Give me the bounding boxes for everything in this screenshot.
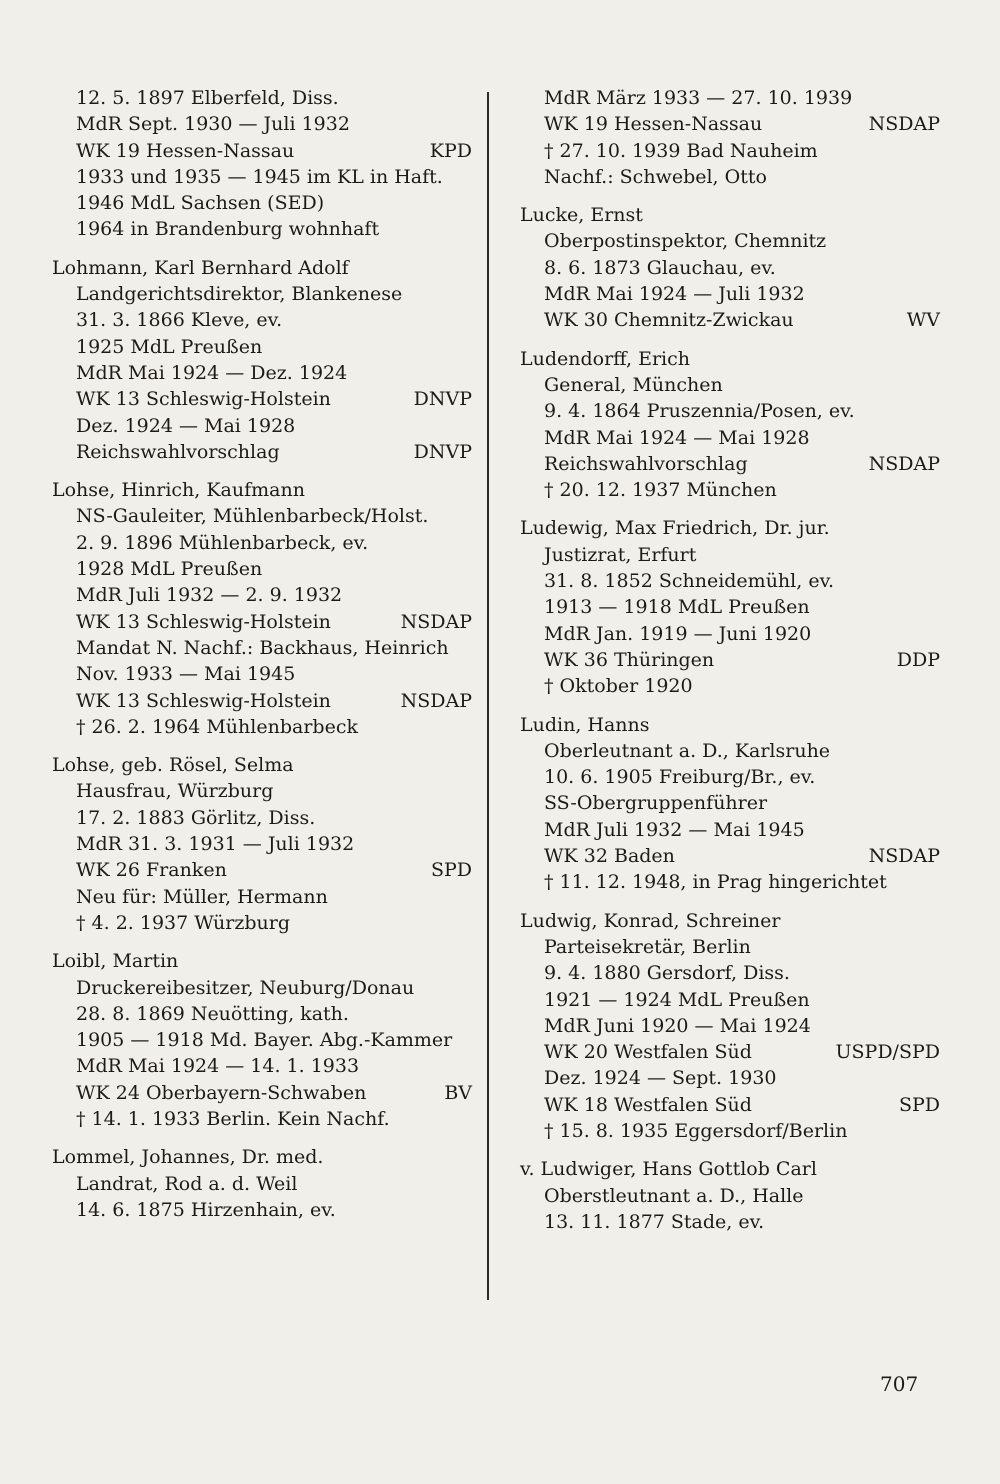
entry-name: Lommel, Johannes, Dr. med. (52, 1146, 324, 1169)
entry-line (520, 738, 940, 764)
party-label: NSDAP (868, 845, 940, 868)
entry-line (52, 190, 472, 216)
entry-line-text: WK 13 Schleswig-Holstein (76, 610, 331, 633)
entry-line-text: 14. 6. 1875 Hirzenhain, ev. (76, 1198, 336, 1221)
entry-line-text: Oberleutnant a. D., Karlsruhe (544, 739, 831, 762)
entry-line (52, 831, 472, 857)
entry-line (520, 111, 940, 137)
entry-line-text: MdR März 1933 — 27. 10. 1939 (544, 87, 853, 109)
entry-line-text: 9. 4. 1864 Pruszennia/Posen, ev. (544, 400, 855, 423)
entry-line (520, 1118, 940, 1144)
biography-entry (52, 948, 472, 1132)
entry-line-text: 1905 — 1918 Md. Bayer. Abg.-Kammer (76, 1029, 453, 1052)
entry-line (52, 661, 472, 687)
entry-name: Lohse, geb. Rösel, Selma (52, 754, 294, 777)
entry-line-text: 1964 in Brandenburg wohnhaft (76, 218, 380, 241)
entry-name: Ludin, Hanns (520, 713, 650, 736)
entry-name: Ludewig, Max Friedrich, Dr. jur. (520, 517, 830, 540)
entry-line (520, 764, 940, 790)
party-label: USPD/SPD (835, 1041, 940, 1064)
biography-entry (520, 202, 940, 333)
biography-entry (520, 346, 940, 504)
entry-line (52, 556, 472, 582)
entry-name: Loibl, Martin (52, 950, 179, 973)
entry-line (52, 216, 472, 242)
entry-line (520, 542, 940, 568)
entry-line (52, 582, 472, 608)
entry-line-text: MdR Jan. 1919 — Juni 1920 (544, 622, 812, 645)
entry-line (520, 138, 940, 164)
entry-line-text: Druckereibesitzer, Neuburg/Donau (76, 976, 415, 999)
entry-line-text: 1925 MdL Preußen (76, 335, 263, 358)
entry-line (52, 386, 472, 412)
entry-line (520, 1065, 940, 1091)
entry-name: Lohmann, Karl Bernhard Adolf (52, 256, 349, 279)
party-label: NSDAP (868, 113, 940, 136)
party-label: WV (906, 309, 940, 332)
entry-line (52, 164, 472, 190)
entry-line-text: WK 32 Baden (544, 845, 675, 868)
entry-line (520, 1039, 940, 1065)
entry-line-text: Reichswahlvorschlag (544, 452, 748, 475)
entry-line (52, 1080, 472, 1106)
entry-line-text: General, München (544, 373, 723, 396)
entry-line-text: WK 30 Chemnitz-Zwickau (544, 309, 794, 332)
entry-line-text: MdR Juni 1920 — Mai 1924 (544, 1014, 811, 1037)
entry-line-text: Justizrat, Erfurt (544, 543, 697, 566)
entry-line (520, 673, 940, 699)
entry-line-text: MdR 31. 3. 1931 — Juli 1932 (76, 833, 355, 856)
entry-line (52, 1171, 472, 1197)
entry-line (52, 688, 472, 714)
entry-line-text: Parteisekretär, Berlin (544, 935, 751, 958)
entry-line-text: 31. 3. 1866 Kleve, ev. (76, 309, 283, 332)
entry-line (52, 307, 472, 333)
entry-line-text: 10. 6. 1905 Freiburg/Br., ev. (544, 766, 816, 789)
entry-line-text: MdR Juli 1932 — 2. 9. 1932 (76, 584, 343, 607)
party-label: NSDAP (868, 452, 940, 475)
entry-line (520, 647, 940, 673)
entry-line-text: WK 26 Franken (76, 859, 227, 882)
entry-line-text: WK 19 Hessen-Nassau (544, 113, 763, 136)
entry-line (520, 960, 940, 986)
entry-line-text: Dez. 1924 — Sept. 1930 (544, 1067, 777, 1090)
biography-entry (520, 515, 940, 699)
entry-line (52, 413, 472, 439)
entry-line (52, 1053, 472, 1079)
entry-line (520, 843, 940, 869)
entry-line-text: MdR Sept. 1930 — Juli 1932 (76, 113, 350, 136)
entry-line (52, 138, 472, 164)
column-divider (487, 92, 489, 1300)
entry-line (520, 307, 940, 333)
entry-line-text: Mandat N. Nachf.: Backhaus, Heinrich (76, 636, 449, 659)
entry-line-text: Reichswahlvorschlag (76, 440, 280, 463)
entry-line-text: 13. 11. 1877 Stade, ev. (544, 1210, 765, 1233)
entry-line-text: 1928 MdL Preußen (76, 558, 263, 581)
biography-entry (52, 255, 472, 465)
page-number: 707 (880, 1372, 919, 1396)
entry-line (520, 987, 940, 1013)
entry-line-text: 1921 — 1924 MdL Preußen (544, 988, 810, 1011)
entry-line (520, 869, 940, 895)
entry-line-text: MdR Mai 1924 — Dez. 1924 (76, 361, 348, 384)
entry-line-text: Hausfrau, Würzburg (76, 780, 274, 803)
entry-line (52, 1027, 472, 1053)
entry-name: Lucke, Ernst (520, 204, 643, 227)
entry-line (520, 934, 940, 960)
entry-line-text: WK 18 Westfalen Süd (544, 1093, 752, 1116)
entry-line (520, 594, 940, 620)
entry-line (52, 975, 472, 1001)
entry-line (52, 1001, 472, 1027)
party-label: BV (444, 1081, 472, 1104)
biography-entry (52, 477, 472, 740)
entry-line (520, 621, 940, 647)
entry-line-text: MdR Mai 1924 — Mai 1928 (544, 426, 810, 449)
party-label: NSDAP (400, 689, 472, 712)
entry-line-text: Nachf.: Schwebel, Otto (544, 165, 767, 188)
entry-line-text: WK 36 Thüringen (544, 648, 715, 671)
entry-line-text: WK 13 Schleswig-Holstein (76, 689, 331, 712)
entry-line-text: Nov. 1933 — Mai 1945 (76, 663, 296, 686)
entry-name: Lohse, Hinrich, Kaufmann (52, 479, 305, 502)
entry-line (520, 451, 940, 477)
party-label: SPD (898, 1093, 940, 1116)
entry-line-text: 1913 — 1918 MdL Preußen (544, 596, 810, 619)
entry-line (52, 111, 472, 137)
entry-line-text: Oberpostinspektor, Chemnitz (544, 230, 827, 253)
entry-line-text: † 4. 2. 1937 Würzburg (76, 911, 291, 934)
entry-line-text: 31. 8. 1852 Schneidemühl, ev. (544, 570, 835, 593)
entry-line (52, 778, 472, 804)
entry-line (52, 635, 472, 661)
biography-entry (520, 908, 940, 1145)
entry-line-text: † 11. 12. 1948, in Prag hingerichtet (544, 871, 887, 894)
entry-name: Ludwig, Konrad, Schreiner (520, 909, 781, 932)
entry-line (52, 714, 472, 740)
entry-line-text: 9. 4. 1880 Gersdorf, Diss. (544, 962, 790, 985)
entry-line-text: SS-Obergruppenführer (544, 792, 768, 815)
party-label: KPD (429, 139, 472, 162)
entry-line (520, 425, 940, 451)
entry-line (52, 910, 472, 936)
party-label: SPD (430, 859, 472, 882)
entry-line (520, 1092, 940, 1118)
entry-line-text: 17. 2. 1883 Görlitz, Diss. (76, 806, 316, 829)
entry-line-text: WK 19 Hessen-Nassau (76, 139, 295, 162)
entry-line (520, 817, 940, 843)
entry-line (520, 255, 940, 281)
right-column (520, 85, 940, 1235)
entry-line (52, 1197, 472, 1223)
entry-line-text: WK 13 Schleswig-Holstein (76, 388, 331, 411)
entry-line-text: † 27. 10. 1939 Bad Nauheim (544, 139, 818, 162)
biography-entry (52, 1144, 472, 1223)
party-label: DNVP (413, 388, 472, 411)
entry-line-text: 12. 5. 1897 Elberfeld, Diss. (76, 87, 339, 109)
entry-line (520, 228, 940, 254)
entry-name: Ludendorff, Erich (520, 347, 690, 370)
biography-entry (520, 712, 940, 896)
entry-line (52, 609, 472, 635)
entry-line-text: Neu für: Müller, Hermann (76, 885, 328, 908)
entry-line (520, 85, 940, 111)
entry-line-text: 1946 MdL Sachsen (SED) (76, 192, 325, 215)
party-label: NSDAP (400, 610, 472, 633)
entry-line (520, 1209, 940, 1235)
entry-line (52, 281, 472, 307)
entry-line (520, 1013, 940, 1039)
entry-line (520, 1183, 940, 1209)
entry-line-text: MdR Juli 1932 — Mai 1945 (544, 818, 805, 841)
entry-line-text: † 14. 1. 1933 Berlin. Kein Nachf. (76, 1107, 390, 1130)
entry-line (520, 398, 940, 424)
entry-line (520, 281, 940, 307)
entry-line-text: Dez. 1924 — Mai 1928 (76, 414, 296, 437)
entry-line-text: Oberstleutnant a. D., Halle (544, 1184, 804, 1207)
biography-entry (52, 85, 472, 243)
entry-line-text: 28. 8. 1869 Neuötting, kath. (76, 1002, 349, 1025)
entry-line (52, 530, 472, 556)
entry-line-text: Landgerichtsdirektor, Blankenese (76, 283, 403, 306)
entry-line (520, 568, 940, 594)
entry-line-text: † 20. 12. 1937 München (544, 479, 777, 502)
entry-line (52, 85, 472, 111)
entry-line-text: WK 20 Westfalen Süd (544, 1041, 752, 1064)
entry-line (520, 790, 940, 816)
biography-entry (520, 1156, 940, 1235)
entry-line-text: MdR Mai 1924 — 14. 1. 1933 (76, 1055, 360, 1078)
party-label: DNVP (413, 440, 472, 463)
entry-line (52, 334, 472, 360)
entry-line (52, 1106, 472, 1132)
entry-line (520, 372, 940, 398)
entry-line (52, 884, 472, 910)
entry-line-text: MdR Mai 1924 — Juli 1932 (544, 283, 805, 306)
biography-entry (520, 85, 940, 190)
entry-line (52, 503, 472, 529)
entry-line-text: 8. 6. 1873 Glauchau, ev. (544, 256, 776, 279)
entry-line-text: † Oktober 1920 (544, 675, 693, 698)
entry-line (520, 164, 940, 190)
entry-line-text: Landrat, Rod a. d. Weil (76, 1172, 298, 1195)
entry-line-text: WK 24 Oberbayern-Schwaben (76, 1081, 367, 1104)
entry-line-text: † 15. 8. 1935 Eggersdorf/Berlin (544, 1119, 848, 1142)
entry-name: v. Ludwiger, Hans Gottlob Carl (520, 1158, 817, 1181)
entry-line (520, 477, 940, 503)
party-label: DDP (896, 648, 940, 671)
entry-line-text: NS-Gauleiter, Mühlenbarbeck/Holst. (76, 505, 429, 528)
entry-line (52, 805, 472, 831)
biography-entry (52, 752, 472, 936)
entry-line-text: 2. 9. 1896 Mühlenbarbeck, ev. (76, 531, 369, 554)
entry-line (52, 439, 472, 465)
entry-line-text: † 26. 2. 1964 Mühlenbarbeck (76, 715, 358, 738)
left-column (52, 85, 472, 1223)
entry-line-text: 1933 und 1935 — 1945 im KL in Haft. (76, 165, 443, 188)
entry-line (52, 360, 472, 386)
entry-line (52, 857, 472, 883)
